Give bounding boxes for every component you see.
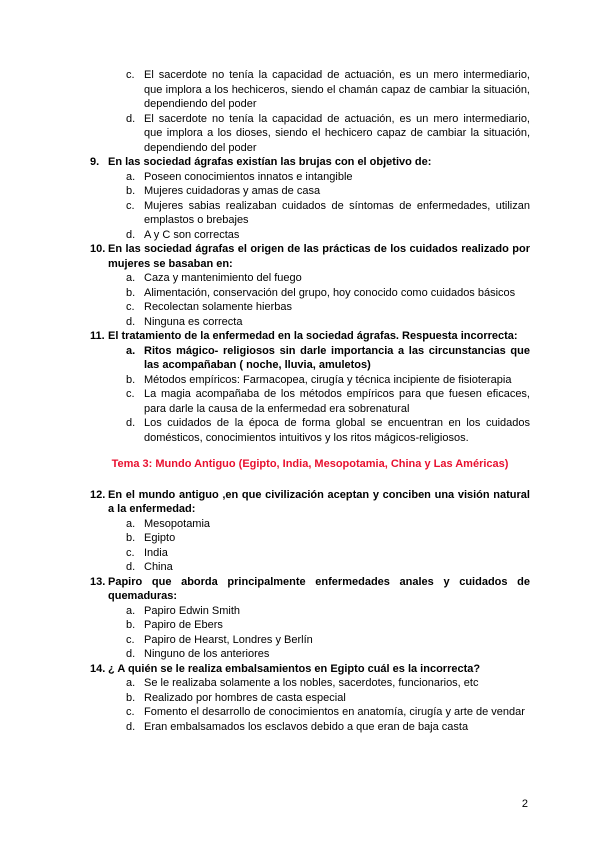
option-letter: c.: [126, 301, 135, 313]
option-letter: a.: [126, 604, 136, 617]
q11-option-b: [126, 373, 530, 388]
option-letter: c.: [126, 199, 135, 212]
question-text: En el mundo antiguo ,en que civilización aceptan y conciben una visión natural a la enfermedad:: [108, 488, 530, 515]
q12-option-c: [126, 546, 530, 561]
option-letter: b.: [126, 286, 136, 299]
q12-option-b: [126, 531, 530, 546]
question-number: 9.: [90, 156, 100, 168]
question-14: [90, 662, 530, 677]
q9-option-b: [126, 184, 530, 199]
option-text: La magia acompañaba de los métodos empíricos para que fuesen eficaces, para darle la causa de la enfermedad era sobrenatural: [144, 388, 530, 415]
option-letter: a.: [126, 344, 136, 357]
option-text: Se le realizaba solamente a los nobles, sacerdotes, funcionarios, etc: [144, 677, 479, 689]
option-letter: b.: [126, 532, 136, 544]
option-letter: d.: [126, 112, 136, 125]
q9-option-c: [126, 199, 530, 228]
question-9: [90, 155, 530, 170]
option-letter: a.: [126, 170, 136, 183]
option-letter: d.: [126, 417, 136, 429]
section-heading: Tema 3: Mundo Antiguo (Egipto, India, Mesopotamia, China y Las Américas): [111, 458, 509, 470]
option-text: Eran embalsamados los esclavos debido a que eran de baja casta: [144, 720, 469, 733]
question-11: [90, 329, 530, 344]
q13-option-c: [126, 633, 530, 648]
question-10: [90, 242, 530, 271]
option-text: Métodos empíricos: Farmacopea, cirugía y técnica incipiente de fisioterapia: [144, 373, 512, 386]
q10-option-a: [126, 271, 530, 286]
q9-option-d: [126, 228, 530, 243]
option-letter: b.: [126, 185, 136, 197]
option-letter: d.: [126, 228, 136, 241]
option-letter: b.: [126, 691, 136, 704]
question-12: [90, 488, 530, 517]
question-text: ¿ A quién se le realiza embalsamientos en Egipto cuál es la incorrecta?: [108, 662, 481, 675]
q11-option-c: [126, 387, 530, 416]
option-text: Fomento el desarrollo de conocimientos en anatomía, cirugía y arte de vendar: [144, 706, 525, 718]
option-text: Realizado por hombres de casta especial: [144, 691, 346, 704]
q13-option-a: [126, 604, 530, 619]
option-letter: c.: [126, 69, 135, 81]
option-text: A y C son correctas: [144, 228, 240, 241]
option-letter: d.: [126, 720, 136, 733]
q14-option-a: [126, 676, 530, 691]
q11-option-d: [126, 416, 530, 445]
q14-option-d: [126, 720, 530, 735]
question-number: 13.: [90, 575, 106, 588]
q14-option-c: [126, 705, 530, 720]
option-text: China: [144, 561, 173, 573]
question-text: El tratamiento de la enfermedad en la sociedad ágrafas. Respuesta incorrecta:: [108, 330, 518, 342]
page-content: [90, 68, 530, 734]
q12-option-d: [126, 560, 530, 575]
q13-option-b: [126, 618, 530, 633]
q8-option-c: [126, 68, 530, 112]
question-text: En las sociedad ágrafas existían las brujas con el objetivo de:: [108, 156, 432, 168]
option-text: El sacerdote no tenía la capacidad de actuación, es un mero intermediario, que implora a los dioses, siendo el hechicero capaz de cambiar la situación, dependiendo del poder: [144, 112, 530, 154]
option-letter: c.: [126, 388, 135, 400]
option-letter: a.: [126, 517, 136, 530]
q10-option-b: [126, 286, 530, 301]
question-number: 10.: [90, 243, 106, 255]
option-letter: d.: [126, 315, 136, 328]
question-number: 11.: [90, 330, 105, 342]
question-number: 14.: [90, 662, 106, 675]
option-text: Papiro de Ebers: [144, 619, 223, 631]
option-letter: c.: [126, 706, 135, 718]
option-text: Ninguna es correcta: [144, 315, 243, 328]
option-letter: d.: [126, 561, 136, 573]
option-text: Ninguno de los anteriores: [144, 648, 270, 660]
option-text: Papiro de Hearst, Londres y Berlín: [144, 633, 313, 646]
option-text: Poseen conocimientos innatos e intangible: [144, 170, 353, 183]
q10-option-c: [126, 300, 530, 315]
option-text: El sacerdote no tenía la capacidad de actuación, es un mero intermediario, que implora a los hechiceros, siendo el chamán capaz de cambiar la situación, dependiendo del poder: [144, 69, 530, 110]
option-text: India: [144, 546, 168, 559]
option-letter: c.: [126, 633, 135, 646]
page-number: 2: [521, 798, 528, 810]
question-13: [90, 575, 530, 604]
option-text: Recolectan solamente hierbas: [144, 301, 292, 313]
q14-option-b: [126, 691, 530, 706]
option-letter: d.: [126, 648, 136, 660]
q9-option-a: [126, 170, 530, 185]
option-text: Mujeres sabias realizaban cuidados de síntomas de enfermedades, utilizan emplastos o brebajes: [144, 199, 530, 226]
option-letter: b.: [126, 619, 136, 631]
q12-option-a: [126, 517, 530, 532]
question-number: 12.: [90, 488, 106, 501]
option-text: Ritos mágico- religiosos sin darle importancia a las circunstancias que las acompañaban ( noche, lluvia, amuletos): [144, 344, 530, 371]
option-text: Caza y mantenimiento del fuego: [144, 272, 302, 284]
option-letter: a.: [126, 677, 136, 689]
option-text: Papiro Edwin Smith: [144, 604, 240, 617]
option-text: Alimentación, conservación del grupo, hoy conocido como cuidados básicos: [144, 286, 516, 299]
option-text: Los cuidados de la época de forma global se encuentran en los cuidados domésticos, conocimientos intuitivos y los ritos mágicos-religiosos.: [144, 417, 530, 444]
option-letter: c.: [126, 546, 135, 559]
q10-option-d: [126, 315, 530, 330]
option-text: Mujeres cuidadoras y amas de casa: [144, 185, 321, 197]
question-text: Papiro que aborda principalmente enfermedades anales y cuidados de quemaduras:: [108, 575, 530, 602]
option-text: Mesopotamia: [144, 517, 211, 530]
question-text: En las sociedad ágrafas el origen de las prácticas de los cuidados realizado por mujeres se basaban en:: [108, 243, 530, 270]
q8-option-d: [126, 112, 530, 156]
option-text: Egipto: [144, 532, 176, 544]
option-letter: a.: [126, 272, 136, 284]
option-letter: b.: [126, 373, 136, 386]
q11-option-a: [126, 344, 530, 373]
q13-option-d: [126, 647, 530, 662]
